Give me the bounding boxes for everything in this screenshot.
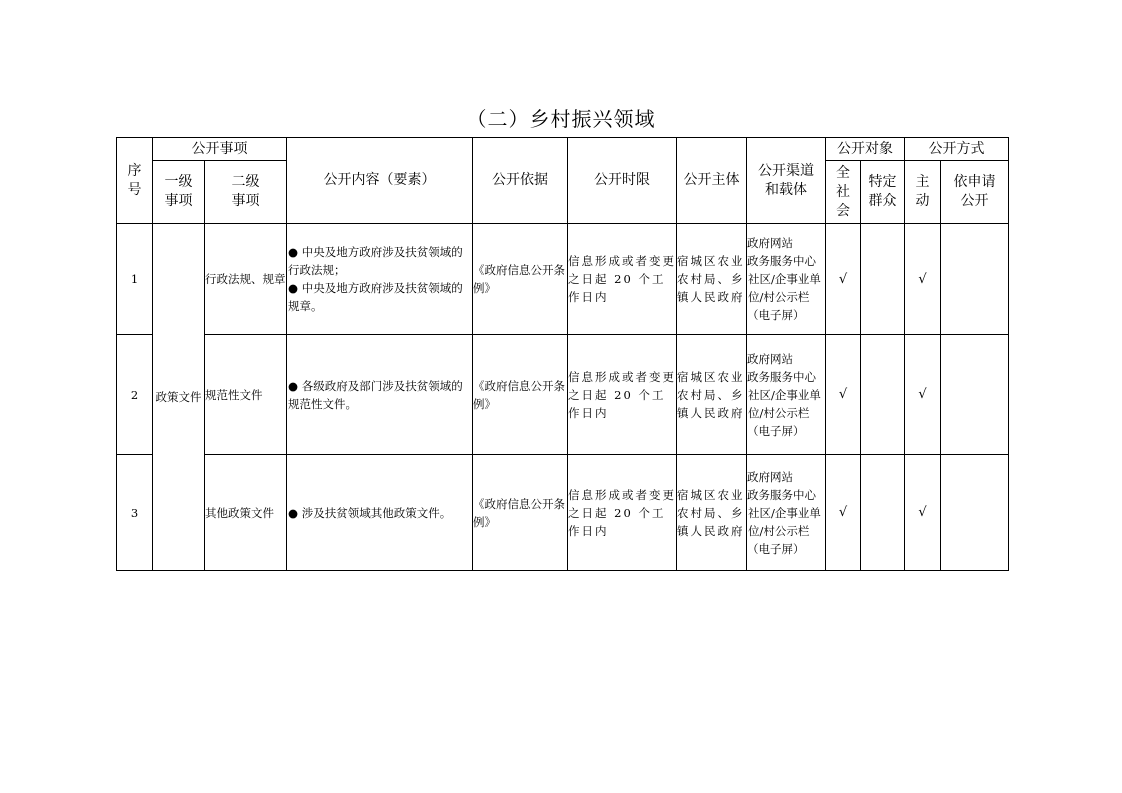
channel-item: 政务服务中心	[747, 254, 816, 268]
header-basis: 公开依据	[473, 138, 568, 224]
content-item: ● 各级政府及部门涉及扶贫领域的规范性文件。	[288, 378, 463, 411]
row-time: 信息形成或者变更之日起 20 个工作日内	[568, 335, 677, 455]
check-method-apply	[941, 224, 1009, 335]
disclosure-table	[116, 137, 1009, 571]
content-item: ● 中央及地方政府涉及扶贫领域的行政法规；	[288, 245, 463, 277]
channel-item: 政务服务中心	[747, 487, 816, 502]
header-content: 公开内容（要素）	[287, 138, 473, 224]
row-subject: 宿城区农业农村局、乡镇人民政府	[677, 335, 747, 455]
header-audience-all: 全社会	[826, 161, 861, 224]
header-method-group: 公开方式	[905, 138, 1009, 161]
header-method-apply: 依申请公开	[941, 161, 1009, 224]
header-matter-group: 公开事项	[153, 138, 287, 161]
check-audience-all: √	[826, 455, 861, 571]
table-row	[117, 335, 1009, 455]
check-audience-specific	[861, 335, 905, 455]
channel-item: （电子屏）	[747, 308, 805, 322]
row-seq: 3	[117, 455, 153, 571]
channel-item: 政府网站	[747, 236, 793, 250]
row-basis: 《政府信息公开条例》	[473, 224, 568, 335]
header-method-active: 主动	[905, 161, 941, 224]
content-item: ● 中央及地方政府涉及扶贫领域的规章。	[288, 281, 463, 313]
check-method-apply	[941, 455, 1009, 571]
row-level2: 其他政策文件	[205, 455, 287, 571]
table-row	[117, 455, 1009, 571]
check-audience-all: √	[826, 335, 861, 455]
row-level2: 行政法规、规章	[205, 224, 287, 335]
check-method-active: √	[905, 335, 941, 455]
channel-item: 社区/企事业单位/村公示栏	[748, 505, 821, 538]
header-level2: 二级事项	[205, 161, 287, 224]
header-seq: 序号	[117, 138, 153, 224]
channel-item: 社区/企事业单位/村公示栏	[748, 272, 821, 304]
channel-item: 社区/企事业单位/村公示栏	[748, 387, 821, 420]
header-subject: 公开主体	[677, 138, 747, 224]
row-channel	[747, 335, 826, 455]
row-seq: 2	[117, 335, 153, 455]
page-title: （二）乡村振兴领域	[466, 107, 656, 131]
row-time: 信息形成或者变更之日起 20 个工作日内	[568, 455, 677, 571]
header-level1: 一级事项	[153, 161, 205, 224]
row-channel	[747, 455, 826, 571]
header-audience-group: 公开对象	[826, 138, 905, 161]
channel-item: 政务服务中心	[747, 369, 816, 384]
check-audience-all: √	[826, 224, 861, 335]
check-audience-specific	[861, 224, 905, 335]
row-content	[287, 224, 473, 335]
row-time: 信息形成或者变更之日起 20 个工作日内	[568, 224, 677, 335]
row-basis: 《政府信息公开条例》	[473, 455, 568, 571]
check-audience-specific	[861, 455, 905, 571]
row-content	[287, 335, 473, 455]
channel-item: 政府网站	[747, 469, 793, 484]
table-row	[117, 224, 1009, 335]
row-level2: 规范性文件	[205, 335, 287, 455]
check-method-apply	[941, 335, 1009, 455]
content-item: ● 涉及扶贫领域其他政策文件。	[288, 505, 452, 520]
channel-item: （电子屏）	[747, 423, 805, 438]
header-channel: 公开渠道和载体	[747, 138, 826, 224]
row-level1: 政策文件	[153, 224, 205, 571]
row-basis: 《政府信息公开条例》	[473, 335, 568, 455]
check-method-active: √	[905, 224, 941, 335]
row-subject: 宿城区农业农村局、乡镇人民政府	[677, 455, 747, 571]
channel-item: 政府网站	[747, 351, 793, 366]
row-seq: 1	[117, 224, 153, 335]
header-audience-specific: 特定群众	[861, 161, 905, 224]
row-channel	[747, 224, 826, 335]
check-method-active: √	[905, 455, 941, 571]
header-time: 公开时限	[568, 138, 677, 224]
channel-item: （电子屏）	[747, 541, 805, 556]
row-content	[287, 455, 473, 571]
row-subject: 宿城区农业农村局、乡镇人民政府	[677, 224, 747, 335]
